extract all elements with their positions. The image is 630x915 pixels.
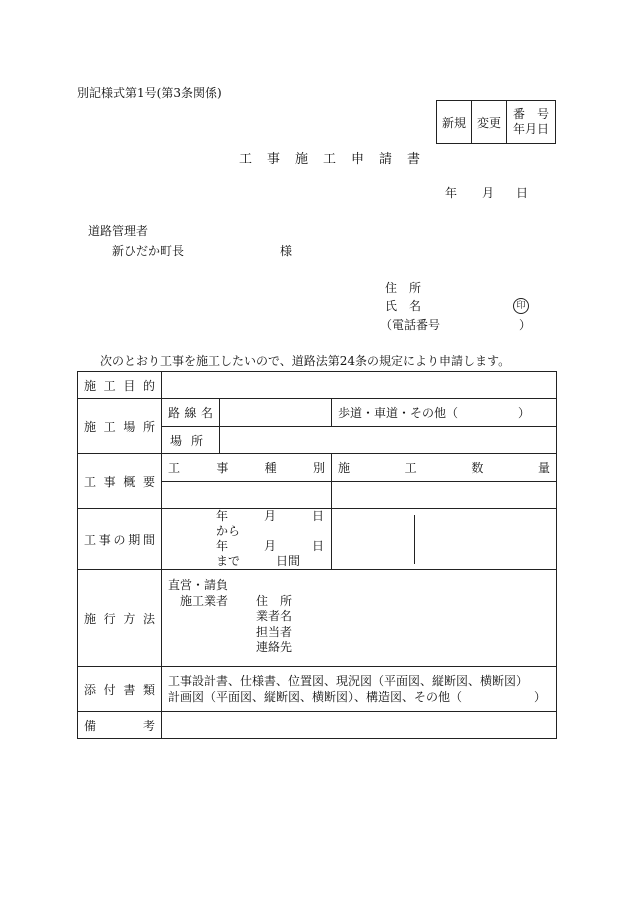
date-month: 月 <box>482 186 495 200</box>
work-type-label: 工事種別 <box>168 461 325 475</box>
remarks-label-cell <box>78 712 162 739</box>
contractor-contact: 連絡先 <box>256 640 293 654</box>
stamp-date: 年月日 <box>512 122 549 136</box>
stamp-box <box>436 100 556 144</box>
method-direct: 直営・請負 <box>168 578 229 592</box>
applicant-phone-close: ） <box>519 318 532 332</box>
method-field[interactable] <box>162 570 557 667</box>
purpose-label-cell <box>78 372 162 399</box>
applicant-address-label: 住 所 <box>385 281 422 295</box>
seal-icon: 印 <box>513 298 529 314</box>
addressee-role: 道路管理者 <box>88 224 149 238</box>
purpose-field[interactable] <box>162 372 557 399</box>
overview-label-cell <box>78 454 162 509</box>
form-reference: 別記様式第1号(第3条関係) <box>77 86 222 100</box>
remarks-field[interactable] <box>162 712 557 739</box>
work-qty-field[interactable] <box>332 482 557 509</box>
stamp-number: 番 号 <box>512 107 549 121</box>
overview-label: 工事概要 <box>84 474 155 489</box>
attachments-label-cell <box>78 667 162 712</box>
method-contractor: 施工業者 <box>180 593 229 608</box>
work-qty-header <box>332 454 557 482</box>
addressee-name: 新ひだか町長 <box>112 244 185 258</box>
work-type-field[interactable] <box>162 482 332 509</box>
period-extra-cell <box>332 509 557 570</box>
period-label-cell <box>78 509 162 570</box>
applicant-phone-open: （電話番号 <box>380 318 441 332</box>
attachments-line1: 工事設計書、仕様書、位置図、現況図（平面図、縦断図、横断図） <box>168 674 529 688</box>
period-label: 工事の期間 <box>84 532 155 547</box>
date-year: 年 <box>445 186 458 200</box>
purpose-label: 施工目的 <box>84 378 155 393</box>
applicant-name-label: 氏 名 <box>385 299 422 313</box>
route-name-label-cell <box>162 399 220 427</box>
date-day: 日 <box>516 186 529 200</box>
stamp-number-date <box>507 101 556 144</box>
method-label: 施行方法 <box>84 611 155 626</box>
road-type-cell[interactable]: 歩道・車道・その他（ ） <box>332 399 557 427</box>
contractor-address: 住 所 <box>256 593 293 608</box>
period-start: 年 月 日から <box>216 509 325 538</box>
work-type-header <box>162 454 332 482</box>
route-name-label: 路線名 <box>168 406 213 420</box>
place-field[interactable] <box>220 427 557 454</box>
attachments-label: 添付書類 <box>84 682 155 697</box>
work-qty-label: 施工数量 <box>338 461 551 475</box>
page-title: 工 事 施 工 申 請 書 <box>239 152 422 167</box>
contractor-person: 担当者 <box>256 624 293 639</box>
route-name-field[interactable] <box>220 399 332 427</box>
contractor-name: 業者名 <box>256 609 293 623</box>
seal-mark <box>513 297 529 314</box>
location-label: 施工場所 <box>84 419 155 434</box>
place-label: 場所 <box>170 433 203 448</box>
place-label-cell <box>162 427 220 454</box>
attachments-line2: 計画図（平面図、縦断図、横断図）、構造図、その他（ ） <box>168 690 547 704</box>
location-label-cell <box>78 399 162 454</box>
stamp-change: 変更 <box>472 101 507 144</box>
period-field[interactable] <box>162 509 332 570</box>
method-label-cell <box>78 570 162 667</box>
period-extra-field[interactable] <box>414 515 556 564</box>
addressee-honorific: 様 <box>280 244 293 258</box>
intro-text: 次のとおり工事を施工したいので、道路法第24条の規定により申請します。 <box>100 354 511 368</box>
stamp-new: 新規 <box>437 101 472 144</box>
application-table <box>77 371 557 739</box>
period-end: 年 月 日まで 日間 <box>216 539 325 568</box>
attachments-field[interactable] <box>162 667 557 712</box>
remarks-label: 備考 <box>84 718 155 733</box>
